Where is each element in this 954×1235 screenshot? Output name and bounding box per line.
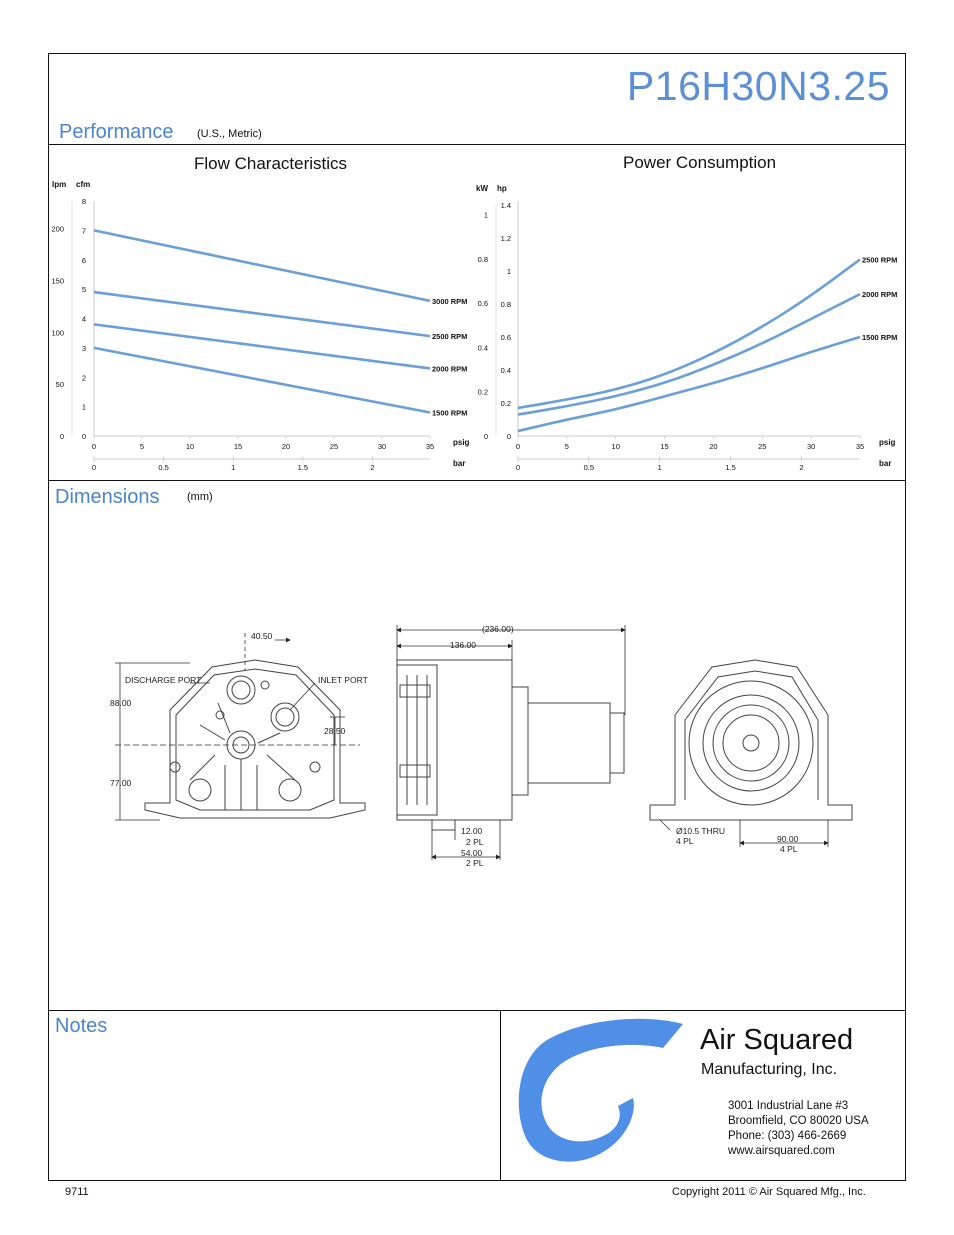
dim-12-pl: 2 PL <box>466 837 484 847</box>
hole-label: Ø10.5 THRU <box>676 826 725 836</box>
address-line-1: 3001 Industrial Lane #3 <box>728 1100 849 1112</box>
psig-tick: 30 <box>377 442 387 451</box>
dim-88-00: 88.00 <box>110 698 132 708</box>
hp-tick: 0.2 <box>500 399 511 408</box>
dim-12: 12.00 <box>461 826 483 836</box>
power-chart-title: Power Consumption <box>623 153 777 172</box>
bar-tick: 0 <box>515 463 521 472</box>
dim-136: 136.00 <box>450 640 476 650</box>
power-chart <box>470 175 906 475</box>
divider <box>49 480 905 481</box>
bar-tick: 1.5 <box>297 463 309 472</box>
cfm-tick: 2 <box>81 373 86 383</box>
divider <box>49 144 905 145</box>
psig-tick: 20 <box>281 442 291 451</box>
flow-series-label: 3000 RPM <box>432 296 468 306</box>
psig-axis-label: psig <box>453 438 470 447</box>
kw-tick: 0.2 <box>477 387 488 397</box>
lpm-tick: 150 <box>51 276 64 286</box>
psig-tick: 25 <box>329 442 339 451</box>
performance-title: Performance <box>59 121 174 143</box>
cfm-tick: 4 <box>81 314 86 324</box>
bar-axis-label: bar <box>453 459 466 468</box>
dim-236: (236.00) <box>482 624 514 634</box>
lpm-tick: 100 <box>51 328 64 338</box>
lpm-tick: 0 <box>59 432 64 441</box>
notes-title: Notes <box>55 1015 108 1037</box>
cfm-tick: 0 <box>81 432 86 441</box>
dim-77-00: 77.00 <box>110 778 132 788</box>
dim-54: 54.00 <box>461 848 483 858</box>
inlet-port-label: INLET PORT <box>318 675 368 685</box>
dimensions-title: Dimensions <box>55 486 160 508</box>
kw-tick: 0 <box>483 432 488 441</box>
website: www.airsquared.com <box>728 1145 835 1157</box>
bar-tick: 1 <box>657 463 662 472</box>
flow-series-line <box>94 324 430 368</box>
psig-tick: 5 <box>564 442 569 451</box>
psig-tick: 25 <box>758 442 767 451</box>
dimensions-units: (mm) <box>187 491 213 503</box>
side-view-drawing <box>397 660 624 830</box>
power-series-line <box>518 259 860 408</box>
dim-54-pl: 2 PL <box>466 858 484 868</box>
hp-tick: 1 <box>506 267 511 276</box>
hp-tick: 1.2 <box>500 234 511 243</box>
kw-tick: 0.4 <box>477 343 488 353</box>
flow-chart-title: Flow Characteristics <box>194 154 348 173</box>
discharge-port-label: DISCHARGE PORT <box>125 675 202 685</box>
bar-tick: 0 <box>91 463 97 472</box>
cfm-tick: 6 <box>81 255 86 265</box>
company-name: Air Squared <box>700 1024 854 1056</box>
power-series-line <box>518 294 860 414</box>
kw-axis-label: kW <box>476 184 488 193</box>
psig-tick: 0 <box>515 442 521 451</box>
dim-90-pl: 4 PL <box>780 844 798 854</box>
bar-tick: 0.5 <box>158 463 169 472</box>
hole-pl: 4 PL <box>676 836 694 846</box>
address-line-2: Broomfield, CO 80020 USA <box>728 1115 869 1127</box>
hp-tick: 1.4 <box>500 201 511 210</box>
model-title: P16H30N3.25 <box>626 63 890 109</box>
flow-series-line <box>94 292 430 336</box>
dim-90: 90.00 <box>777 834 799 844</box>
bar-tick: 2 <box>370 463 375 472</box>
psig-axis-label: psig <box>879 438 896 447</box>
lpm-tick: 50 <box>55 380 64 390</box>
psig-tick: 35 <box>425 442 435 451</box>
flow-series-line <box>94 348 430 413</box>
flow-series-label: 2500 RPM <box>432 332 468 342</box>
lpm-axis-label: lpm <box>52 180 67 189</box>
cfm-tick: 8 <box>81 197 86 206</box>
doc-number: 9711 <box>65 1186 89 1198</box>
psig-tick: 30 <box>806 442 816 451</box>
psig-tick: 35 <box>855 442 865 451</box>
kw-tick: 0.8 <box>477 254 488 264</box>
bar-axis-label: bar <box>879 459 892 468</box>
hp-tick: 0.6 <box>500 333 511 342</box>
psig-tick: 5 <box>139 442 145 451</box>
dim-28-50: 28.50 <box>324 726 346 736</box>
cfm-tick: 5 <box>81 285 86 295</box>
power-series-label: 1500 RPM <box>862 333 898 342</box>
flow-series-line <box>94 230 430 301</box>
lpm-tick: 200 <box>51 224 64 234</box>
psig-tick: 10 <box>185 442 195 451</box>
cfm-axis-label: cfm <box>76 180 91 189</box>
hp-tick: 0.4 <box>500 366 511 375</box>
end-view-drawing <box>650 660 852 820</box>
psig-tick: 15 <box>233 442 243 451</box>
cfm-tick: 7 <box>81 226 86 236</box>
bar-tick: 0.5 <box>583 463 595 472</box>
dimension-drawings <box>100 615 860 875</box>
bar-tick: 2 <box>799 463 804 472</box>
flow-series-label: 2000 RPM <box>432 364 468 374</box>
company-logo <box>515 1018 705 1168</box>
divider <box>500 1010 501 1180</box>
power-series-label: 2000 RPM <box>862 290 898 300</box>
flow-series-label: 1500 RPM <box>432 408 468 418</box>
power-series-line <box>518 337 860 431</box>
company-sub: Manufacturing, Inc. <box>701 1061 838 1078</box>
hp-axis-label: hp <box>497 184 507 193</box>
performance-units: (U.S., Metric) <box>197 128 262 140</box>
kw-tick: 1 <box>483 210 488 220</box>
copyright: Copyright 2011 © Air Squared Mfg., Inc. <box>672 1186 866 1198</box>
cfm-tick: 3 <box>81 343 86 353</box>
psig-tick: 20 <box>709 442 718 451</box>
psig-tick: 0 <box>91 442 97 451</box>
flow-chart <box>48 175 478 475</box>
dim-40-50: 40.50 <box>251 631 273 641</box>
bar-tick: 1.5 <box>725 463 736 472</box>
hp-tick: 0.8 <box>500 300 511 309</box>
phone: Phone: (303) 466-2669 <box>728 1130 847 1142</box>
hp-tick: 0 <box>506 432 511 441</box>
kw-tick: 0.6 <box>477 299 488 309</box>
psig-tick: 10 <box>611 442 620 451</box>
divider <box>49 1010 905 1011</box>
psig-tick: 15 <box>660 442 669 451</box>
cfm-tick: 1 <box>81 402 86 412</box>
bar-tick: 1 <box>231 463 236 472</box>
power-series-label: 2500 RPM <box>862 255 898 265</box>
